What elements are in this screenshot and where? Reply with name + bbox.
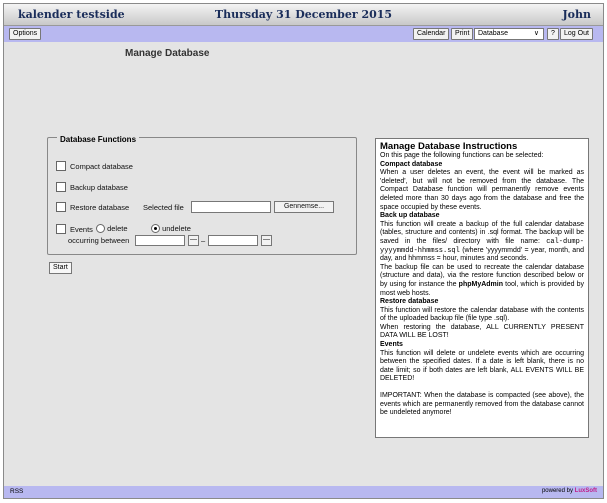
backup-text-1: This function will create a backup of the full calendar database (tables, structure and contents) in .sql format. The backup will be saved in the files/ directory with file name: (380, 220, 584, 245)
nav-bar (4, 26, 603, 42)
date-range-row (56, 235, 286, 247)
date-range-dash: – (201, 236, 206, 245)
restore-heading: Restore database (380, 298, 439, 306)
print-button[interactable]: Print (451, 28, 473, 40)
compact-label: Compact database (70, 162, 133, 171)
help-button[interactable]: ? (547, 28, 559, 40)
to-date-picker-button[interactable]: — (261, 235, 272, 246)
important-note: IMPORTANT: When the database is compacted (see above), the events which are permanently removed from the database cannot be undeleted anymore! (380, 392, 584, 417)
delete-label: delete (107, 224, 128, 233)
backup-text-2: (where 'yyyymmdd' = year, month, and day, and hhmmss = hour, minutes and seconds. (380, 246, 584, 263)
from-date-input[interactable] (135, 235, 185, 246)
footer-bar (4, 486, 603, 498)
backup-heading: Back up database (380, 212, 440, 220)
backup-use-2: tool, which is provided by most web hosts. (380, 280, 584, 297)
options-button[interactable]: Options (9, 28, 41, 40)
page-title: Manage Database (125, 48, 210, 59)
events-checkbox[interactable] (56, 224, 66, 234)
start-button[interactable]: Start (49, 262, 72, 274)
brand-name: LuxSoft (574, 488, 597, 494)
browse-button[interactable]: Gennemse... (274, 201, 334, 213)
backup-label: Backup database (70, 183, 128, 192)
header-bar (4, 4, 603, 26)
view-select[interactable] (474, 28, 544, 40)
chevron-down-icon: ∨ (533, 30, 539, 37)
events-heading: Events (380, 341, 403, 349)
to-date-input[interactable] (208, 235, 258, 246)
file-path-input[interactable] (191, 201, 271, 213)
compact-checkbox[interactable] (56, 161, 66, 171)
from-date-picker-button[interactable]: — (188, 235, 199, 246)
events-label: Events (70, 225, 93, 234)
instructions-intro: On this page the following functions can be selected: (380, 152, 544, 159)
instructions-title: Manage Database Instructions (380, 141, 518, 152)
compact-heading: Compact database (380, 160, 443, 168)
current-date: Thursday 31 December 2015 (214, 8, 393, 21)
events-text: This function will delete or undelete events which are occurring between the specified dates. If a date is left blank, there is no date limit; so if both dates are left blank, ALL EVENTS WILL BE DELETED! (380, 349, 584, 383)
occurring-between-label: occurring between (68, 236, 130, 245)
backup-checkbox[interactable] (56, 182, 66, 192)
delete-option[interactable] (96, 224, 128, 233)
powered-by[interactable] (542, 488, 597, 494)
compact-text: When a user deletes an event, the event will be marked as 'deleted', but will not be removed from the database. The Compact Database function will permanently remove events deleted more than 30 days ago from the database and free the space occupied by these events. (380, 169, 584, 211)
phpmyadmin-text: phpMyAdmin (458, 280, 503, 288)
selected-file-label: Selected file (143, 203, 184, 212)
undelete-label: undelete (162, 224, 191, 233)
backup-text (380, 221, 584, 264)
restore-checkbox[interactable] (56, 202, 66, 212)
fieldset-legend: Database Functions (57, 135, 139, 144)
instructions-panel (375, 138, 589, 438)
app-frame (3, 3, 604, 499)
undelete-option[interactable] (151, 224, 191, 233)
restore-label: Restore database (70, 203, 130, 212)
restore-warning: When restoring the database, ALL CURRENTLY PRESENT DATA WILL BE LOST! (380, 323, 584, 340)
logout-button[interactable]: Log Out (560, 28, 593, 40)
view-select-value: Database (478, 30, 508, 37)
powered-by-label: powered by (541, 488, 573, 494)
backup-filename: cal-dump-yyyymmdd-hhmmss.sql (380, 237, 584, 255)
backup-use-text (380, 264, 584, 298)
restore-text: This function will restore the calendar database with the contents of the uploaded backup file (file type .sql). (380, 306, 584, 323)
user-name[interactable]: John (562, 8, 591, 21)
delete-radio[interactable] (96, 224, 105, 233)
calendar-button[interactable]: Calendar (413, 28, 449, 40)
backup-use-1: The backup file can be used to recreate the calendar database (structure and data), via the restore function described below or by using for instance the (380, 263, 584, 288)
undelete-radio[interactable] (151, 224, 160, 233)
rss-link[interactable]: RSS (10, 488, 24, 495)
app-title[interactable]: kalender testside (18, 8, 125, 21)
